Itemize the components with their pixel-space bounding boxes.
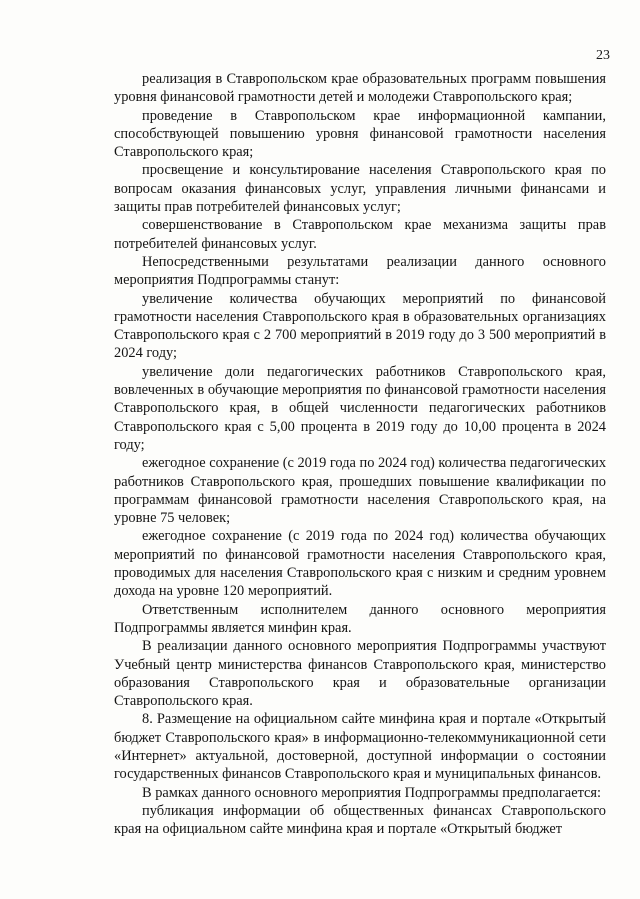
paragraph: публикация информации об общественных финансах Ставропольского края на официальном сайте минфина края и портале «Открытый бюджет — [114, 802, 606, 838]
paragraph: увеличение доли педагогических работников Ставропольского края, вовлеченных в обучающие мероприятия по финансовой грамотности населения Ставропольского края, в общей численности педагогических работников Ставропольского края с 5,00 процента в 2019 году до 10,00 процента в 2024 году; — [114, 363, 606, 453]
page-number: 23 — [596, 48, 610, 63]
paragraph: В реализации данного основного мероприятия Подпрограммы участвуют Учебный центр министерства финансов Ставропольского края, министерство образования Ставропольского края и образовательные организации Ставропольского края. — [114, 638, 606, 710]
paragraph: увеличение количества обучающих мероприятий по финансовой грамотности населения Ставропольского края в образовательных организациях Ставропольского края с 2 700 мероприятий в 2019 году до 3 500 мероприятий в 2024 году; — [114, 290, 606, 362]
paragraph: ежегодное сохранение (с 2019 года по 2024 год) количества обучающих мероприятий по финансовой грамотности населения Ставропольского края, проводимых для населения Ставропольского края с низким и средним уровнем дохода на уровне 120 мероприятий. — [114, 528, 606, 600]
paragraph: В рамках данного основного мероприятия Подпрограммы предполагается: — [142, 784, 602, 801]
paragraph: Ответственным исполнителем данного основного мероприятия Подпрограммы является минфин края. — [114, 601, 606, 636]
paragraph: Непосредственными результатами реализации данного основного мероприятия Подпрограммы станут: — [114, 253, 606, 289]
paragraph: ежегодное сохранение (с 2019 года по 2024 год) количества педагогических работников Ставропольского края, прошедших повышение квалификации по программам финансовой грамотности населения Ставропольского края, на уровне 75 человек; — [114, 455, 607, 527]
paragraph: совершенствование в Ставропольском крае механизма защиты прав потребителей финансовых услуг. — [114, 217, 606, 252]
document-body — [114, 70, 606, 838]
paragraph: проведение в Ставропольском крае информационной кампании, способствующей повышению уровня финансовой грамотности населения Ставропольского края; — [114, 107, 606, 161]
paragraph: просвещение и консультирование населения Ставропольского края по вопросам оказания финансовых услуг, управления личными финансами и защиты прав потребителей финансовых услуг; — [114, 162, 606, 216]
paragraph: реализация в Ставропольском крае образовательных программ повышения уровня финансовой грамотности детей и молодежи Ставропольского края; — [114, 71, 606, 106]
paragraph: 8. Размещение на официальном сайте минфина края и портале «Открытый бюджет Ставропольского края» в информационно-телекоммуникационной сети «Интернет» актуальной, достоверной, доступной информации о состоянии государственных финансов Ставропольского края и муниципальных финансов. — [114, 711, 606, 783]
